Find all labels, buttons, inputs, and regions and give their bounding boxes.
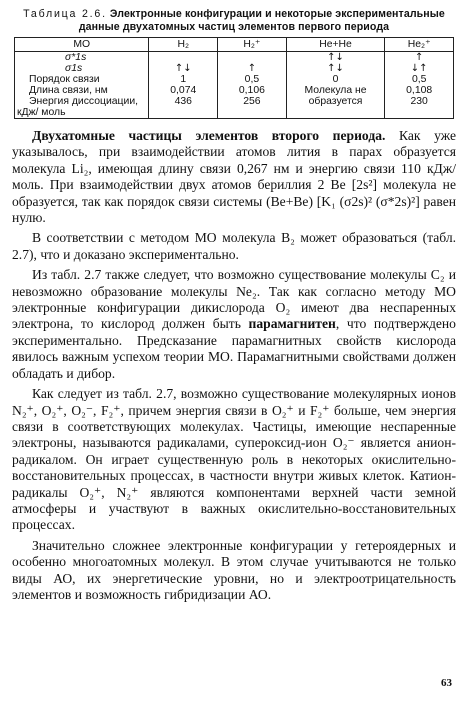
mo-table (14, 37, 454, 119)
mo-cell: 0 (286, 74, 385, 85)
mo-cell (385, 107, 454, 119)
table-caption (12, 8, 456, 34)
page-number: 63 (441, 677, 452, 689)
mo-row-label: σ1s (15, 63, 149, 74)
body-text (12, 128, 456, 603)
mo-cell: ↑ (385, 52, 454, 64)
mo-cell: 256 (218, 96, 287, 107)
mo-cell: 436 (149, 96, 218, 107)
mo-header-cell: He+He (286, 38, 385, 52)
mo-header-cell: H₂ (149, 38, 218, 52)
mo-cell: 1 (149, 74, 218, 85)
mo-table-row (15, 96, 454, 107)
mo-cell: ↑↓ (149, 63, 218, 74)
paragraph-3-text-a: Из табл. 2.7 также следует, что возможно существование молекулы C₂ и невозможно образование молекулы Ne₂. Так как согласно методу МО электронные конфигурации дикислорода O₂ имеют два неспаренных электрона, то кислород должен быть (12, 267, 456, 332)
paragraph-1-heading: Двухатомные частицы элементов второго периода. (32, 128, 386, 143)
mo-row-label: Длина связи, нм (15, 85, 149, 96)
mo-row-label: Энергия диссоциации, (15, 96, 149, 107)
mo-cell: образуется (286, 96, 385, 107)
mo-cell (286, 107, 385, 119)
mo-cell: 0,108 (385, 85, 454, 96)
mo-cell: 230 (385, 96, 454, 107)
mo-cell: 0,5 (385, 74, 454, 85)
paragraph-3-emphasis: парамагнитен (248, 316, 336, 332)
mo-row-label: σ*1s (15, 52, 149, 64)
paragraph-3 (12, 267, 456, 382)
paragraph-2: В соответствии с методом МО молекула B₂ может образоваться (табл. 2.7), что и доказано экспериментально. (12, 230, 456, 262)
mo-cell: Молекула не (286, 85, 385, 96)
mo-cell (149, 107, 218, 119)
mo-row-label: кДж/ моль (15, 107, 149, 119)
mo-table-row (15, 63, 454, 74)
mo-cell: ↑ (218, 63, 287, 74)
mo-table-header-row (15, 38, 454, 52)
mo-row-label: Порядок связи (15, 74, 149, 85)
mo-header-cell: H₂⁺ (218, 38, 287, 52)
mo-cell: 0,106 (218, 85, 287, 96)
table-caption-title: Электронные конфигурации и некоторые экспериментальные данные двухатомных частиц элементов первого периода (78, 8, 445, 33)
mo-table-body (15, 52, 454, 119)
mo-cell (218, 52, 287, 64)
paragraph-5: Значительно сложнее электронные конфигурации у гетероядерных и особенно многоатомных молекул. В этом случае учитываются не только виды АО, их энергетические уровни, но и электроотрицательность элементов и возможность гибридизации АО. (12, 537, 456, 602)
paragraph-3-text-b: , что подтверждено экспериментально. Предсказание парамагнитных свойств кислорода явилось важным успехом теории МО. Парамагнитными свойствами должен обладать и дибор. (12, 316, 456, 381)
mo-header-cell: МО (15, 38, 149, 52)
paragraph-1 (12, 128, 456, 226)
paragraph-1-text: Как уже указывалось, при взаимодействии атомов лития в парах образуется молекула Li₂, имеющая длину связи 0,267 нм и энергию связи 110 кДж/моль. При взаимодействии двух атомов бериллия 2 Be [2s²] молекула не образуется, так как порядок связи системы (Be+Be) [K₁ (σ2s)² (σ*2s)²] равен нулю. (12, 128, 456, 226)
mo-cell (149, 52, 218, 64)
mo-table-row (15, 74, 454, 85)
table-caption-lead: Таблица 2.6. (23, 8, 107, 20)
mo-cell: 0,074 (149, 85, 218, 96)
mo-cell: 0,5 (218, 74, 287, 85)
mo-cell: ↑↓ (286, 52, 385, 64)
mo-table-row (15, 52, 454, 64)
paragraph-4: Как следует из табл. 2.7, возможно существование молекулярных ионов N₂⁺, O₂⁺, O₂⁻, F₂⁺, причем энергия связи в O₂⁺ и F₂⁺ больше, чем энергия связи в соответствующих молекулах. Частицы, имеющие неспаренные электроны, называются радикалами, супероксид-ион O₂⁻ является анион-радикалом. Он играет существенную роль в некоторых окислительно-восстановительных процессах, в частности внутри живых клеток. Катион-радикалы O₂⁺, N₂⁺ являются компонентами верхней части земной атмосферы и участвуют в важных окислительно-восстановительных процессах. (12, 386, 456, 533)
mo-table-row (15, 107, 454, 119)
mo-cell (218, 107, 287, 119)
mo-table-row (15, 85, 454, 96)
mo-header-cell: He₂⁺ (385, 38, 454, 52)
mo-cell: ↑↓ (286, 63, 385, 74)
mo-cell: ↓↑ (385, 63, 454, 74)
